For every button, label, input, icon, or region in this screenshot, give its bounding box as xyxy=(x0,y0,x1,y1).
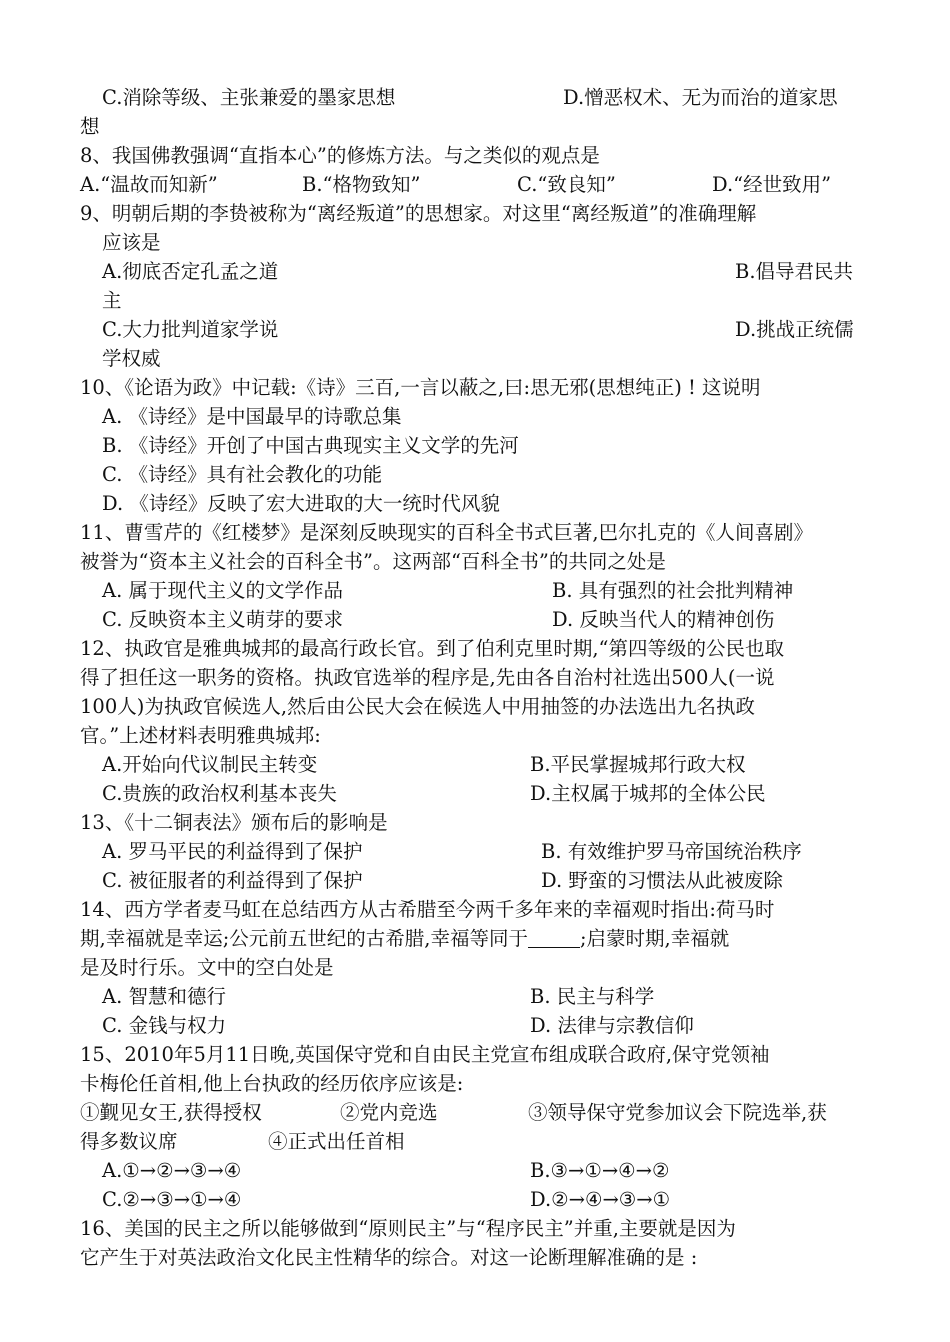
q11-option-b: B. 具有强烈的社会批判精神 xyxy=(552,579,794,602)
q15-item-4: ④正式出任首相 xyxy=(268,1130,405,1153)
q12-option-d: D.主权属于城邦的全体公民 xyxy=(530,782,766,805)
q12-stem-line3: 100人)为执政官候选人,然后由公民大会在候选人中用抽签的办法选出九名执政 xyxy=(80,695,756,718)
q14-stem-line2-a: 期,幸福就是幸运;公元前五世纪的古希腊,幸福等同于 xyxy=(80,927,528,950)
q9-option-b: B.倡导君民共 xyxy=(735,260,854,283)
q14-option-d: D. 法律与宗教信仰 xyxy=(530,1014,694,1037)
q14-stem-line2-b: ;启蒙时期,幸福就 xyxy=(579,927,730,950)
q15-option-c: C.②→③→①→④ xyxy=(102,1188,242,1211)
q9-option-c: C.大力批判道家学说 xyxy=(102,318,279,341)
q9-option-d: D.挑战正统儒 xyxy=(735,318,854,341)
q8-option-d: D.“经世致用” xyxy=(712,173,832,196)
q14-option-a: A. 智慧和德行 xyxy=(102,985,226,1008)
q10-option-c: C. 《诗经》具有社会教化的功能 xyxy=(102,463,383,486)
q13-option-b: B. 有效维护罗马帝国统治秩序 xyxy=(541,840,802,863)
q12-stem-line1: 12、执政官是雅典城邦的最高行政长官。到了伯利克里时期,“第四等级的公民也取 xyxy=(80,637,784,660)
q7-option-c: C.消除等级、主张兼爱的墨家思想 xyxy=(102,86,396,109)
q14-stem-line1: 14、西方学者麦马虹在总结西方从古希腊至今两千多年来的幸福观时指出:荷马时 xyxy=(80,898,775,921)
q7-option-d: D.憎恶权术、无为而治的道家思 xyxy=(563,86,838,109)
q9-option-a: A.彻底否定孔孟之道 xyxy=(102,260,279,283)
q11-option-d: D. 反映当代人的精神创伤 xyxy=(552,608,775,631)
q8-option-c: C.“致良知” xyxy=(517,173,616,196)
q15-stem-line1: 15、2010年5月11日晚,英国保守党和自由民主党宣布组成联合政府,保守党领袖 xyxy=(80,1043,770,1066)
q10-option-b: B. 《诗经》开创了中国古典现实主义文学的先河 xyxy=(102,434,519,457)
q9-option-d-cont: 学权威 xyxy=(102,347,161,370)
q15-option-b: B.③→①→④→② xyxy=(530,1159,670,1182)
q10-stem: 10、《论语为政》中记载:《诗》三百,一言以蔽之,曰:思无邪(思想纯正) ! 这说明 xyxy=(80,376,761,399)
q10-option-a: A. 《诗经》是中国最早的诗歌总集 xyxy=(102,405,402,428)
q9-option-b-cont: 主 xyxy=(102,289,122,312)
q14-option-c: C. 金钱与权力 xyxy=(102,1014,227,1037)
q15-option-a: A.①→②→③→④ xyxy=(102,1159,242,1182)
q15-item-2: ②党内竞选 xyxy=(340,1101,438,1124)
q9-stem-line2: 应该是 xyxy=(102,231,161,254)
q15-item-3: ③领导保守党参加议会下院选举,获 xyxy=(528,1101,827,1124)
q11-stem-line2: 被誉为“资本主义社会的百科全书”。这两部“百科全书”的共同之处是 xyxy=(80,550,666,573)
q14-stem-line2 xyxy=(80,924,729,953)
answer-blank xyxy=(528,927,580,948)
q10-option-d: D. 《诗经》反映了宏大进取的大一统时代风貌 xyxy=(102,492,500,515)
q12-stem-line4: 官。”上述材料表明雅典城邦: xyxy=(80,724,321,747)
q12-option-a: A.开始向代议制民主转变 xyxy=(102,753,318,776)
q8-option-a: A.“温故而知新” xyxy=(80,173,218,196)
q15-item-3-cont: 得多数议席 xyxy=(80,1130,178,1153)
q15-item-1: ①觐见女王,获得授权 xyxy=(80,1101,262,1124)
q15-option-d: D.②→④→③→① xyxy=(530,1188,671,1211)
q9-stem-line1: 9、明朝后期的李贽被称为“离经叛道”的思想家。对这里“离经叛道”的准确理解 xyxy=(80,202,757,225)
q15-stem-line2: 卡梅伦任首相,他上台执政的经历依序应该是: xyxy=(80,1072,464,1095)
q11-option-c: C. 反映资本主义萌芽的要求 xyxy=(102,608,344,631)
q12-option-c: C.贵族的政治权利基本丧失 xyxy=(102,782,337,805)
q13-option-d: D. 野蛮的习惯法从此被废除 xyxy=(541,869,783,892)
q11-stem-line1: 11、曹雪芹的《红楼梦》是深刻反映现实的百科全书式巨著,巴尔扎克的《人间喜剧》 xyxy=(80,521,814,544)
q14-stem-line3: 是及时行乐。文中的空白处是 xyxy=(80,956,334,979)
q13-option-a: A. 罗马平民的利益得到了保护 xyxy=(102,840,363,863)
q12-option-b: B.平民掌握城邦行政大权 xyxy=(530,753,746,776)
q12-stem-line2: 得了担任这一职务的资格。执政官选举的程序是,先由各自治村社选出500人(一说 xyxy=(80,666,775,689)
q16-stem-line1: 16、美国的民主之所以能够做到“原则民主”与“程序民主”并重,主要就是因为 xyxy=(80,1217,736,1240)
q14-option-b: B. 民主与科学 xyxy=(530,985,655,1008)
q8-option-b: B.“格物致知” xyxy=(302,173,421,196)
q7-option-d-cont: 想 xyxy=(80,115,100,138)
q11-option-a: A. 属于现代主义的文学作品 xyxy=(102,579,343,602)
q8-stem: 8、我国佛教强调“直指本心”的修炼方法。与之类似的观点是 xyxy=(80,144,600,167)
q13-stem: 13、《十二铜表法》颁布后的影响是 xyxy=(80,811,388,834)
q16-stem-line2: 它产生于对英法政治文化民主性精华的综合。对这一论断理解准确的是 : xyxy=(80,1246,698,1269)
q13-option-c: C. 被征服者的利益得到了保护 xyxy=(102,869,363,892)
